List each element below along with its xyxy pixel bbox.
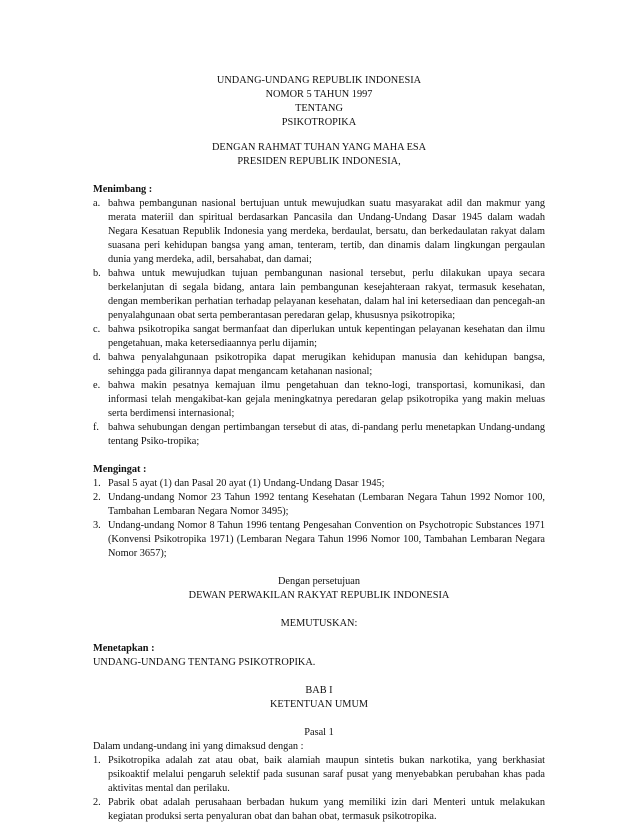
item-text: bahwa sehubungan dengan pertimbangan tersebut di atas, di-pandang perlu menetapkan Undang-undang tentang Psiko-tropika; [108, 422, 545, 447]
item-text: bahwa makin pesatnya kemajuan ilmu pengetahuan dan tekno-logi, transportasi, komunikasi, dan informasi telah mengakibat-kan gejala meningkatnya peredaran gelap psikotropika yang makin meluas serta berdimensi internasional; [108, 380, 545, 419]
item-label: 3. [93, 520, 101, 531]
item-label: f. [93, 422, 100, 433]
menimbang-heading: Menimbang : [93, 184, 153, 195]
mengingat-heading: Mengingat : [93, 464, 147, 475]
item-label: b. [93, 268, 101, 279]
menetapkan-heading: Menetapkan : [93, 643, 155, 654]
item-label: d. [93, 352, 101, 363]
title-line-1: UNDANG-UNDANG REPUBLIK INDONESIA [216, 75, 422, 86]
mengingat-item [93, 477, 545, 491]
item-text: Psikotropika adalah zat atau obat, baik alamiah maupun sintetis bukan narkotika, yang berkhasiat psikoaktif melalui pengaruh selektif pada susunan saraf pusat yang menyebabkan perubahan khas pada aktivitas mental dan perilaku. [108, 755, 545, 794]
bab-title: BAB I [305, 685, 333, 696]
title-line-3: TENTANG [295, 103, 343, 114]
item-label: e. [93, 380, 101, 391]
item-text: Pabrik obat adalah perusahaan berbadan hukum yang memiliki izin dari Menteri untuk melakukan kegiatan produksi serta penyaluran obat dan bahan obat, termasuk psikotropika. [108, 797, 545, 822]
item-label: 1. [93, 478, 101, 489]
item-label: c. [93, 324, 101, 335]
persetujuan-line: Dengan persetujuan [277, 576, 361, 587]
pasal-item [93, 796, 545, 824]
mengingat-item [93, 491, 545, 519]
item-label: 2. [93, 797, 101, 808]
dpr-line: DEWAN PERWAKILAN RAKYAT REPUBLIK INDONESIA [188, 590, 450, 601]
mengingat-item [93, 519, 545, 561]
menetapkan-text: UNDANG-UNDANG TENTANG PSIKOTROPIKA. [93, 657, 316, 668]
item-label: 2. [93, 492, 101, 503]
item-text: Undang-undang Nomor 23 Tahun 1992 tentang Kesehatan (Lembaran Negara Tahun 1992 Nomor 100, Tambahan Lembaran Negara Nomor 3495); [108, 492, 545, 517]
preamble-line-1: DENGAN RAHMAT TUHAN YANG MAHA ESA [211, 142, 427, 153]
bab-subtitle: KETENTUAN UMUM [269, 699, 369, 710]
item-text: bahwa penyalahgunaan psikotropika dapat merugikan kehidupan manusia dan kehidupan bangsa, sehingga pada gilirannya dapat mengancam ketahanan nasional; [108, 352, 545, 377]
item-text: bahwa pembangunan nasional bertujuan untuk mewujudkan suatu masyarakat adil dan makmur yang merata materiil dan spiritual berdasarkan Pancasila dan Undang-Undang Dasar 1945 dalam wadah Negara Kesatuan Republik Indonesia yang merdeka, berdaulat, bersatu, dan berkedaulatan rakyat dalam suasana peri kehidupan bangsa yang aman, tenteram, tertib, dan dinamis dalam lingkungan pergaulan dunia yang merdeka, adil, bersahabat, dan damai; [108, 198, 545, 265]
menimbang-item [93, 197, 545, 267]
menimbang-item [93, 267, 545, 323]
memutuskan-line: MEMUTUSKAN: [280, 618, 358, 629]
menimbang-item [93, 351, 545, 379]
menimbang-item [93, 421, 545, 449]
item-text: bahwa untuk mewujudkan tujuan pembangunan nasional tersebut, perlu dilakukan upaya secara berkelanjutan di segala bidang, antara lain pembangunan kesejahteraan rakyat, termasuk kesehatan, dengan memberikan perhatian terhadap pelayanan kesehatan, dalam hal ini ketersediaan dan pencegah-an penyalahgunaan obat serta pemberantasan peredaran gelap, khususnya psikotropika; [108, 268, 545, 321]
menimbang-item [93, 323, 545, 351]
pasal-title: Pasal 1 [304, 727, 334, 738]
item-text: bahwa psikotropika sangat bermanfaat dan diperlukan untuk kepentingan pelayanan kesehatan dan ilmu pengetahuan, maka ketersediaannya perlu dijamin; [108, 324, 545, 349]
document-body [93, 74, 545, 824]
pasal-intro: Dalam undang-undang ini yang dimaksud dengan : [93, 741, 304, 752]
menimbang-item [93, 379, 545, 421]
item-label: 1. [93, 755, 101, 766]
item-text: Pasal 5 ayat (1) dan Pasal 20 ayat (1) Undang-Undang Dasar 1945; [108, 478, 385, 489]
item-text: Undang-undang Nomor 8 Tahun 1996 tentang Pengesahan Convention on Psychotropic Substances 1971 (Konvensi Psikotropika 1971) (Lembaran Negara Tahun 1996 Nomor 100, Tambahan Lembaran Negara Nomor 3657); [108, 520, 545, 559]
preamble-line-2: PRESIDEN REPUBLIK INDONESIA, [237, 156, 401, 167]
pasal-item [93, 754, 545, 796]
title-line-4: PSIKOTROPIKA [281, 117, 357, 128]
item-label: a. [93, 198, 101, 209]
title-line-2: NOMOR 5 TAHUN 1997 [265, 89, 373, 100]
